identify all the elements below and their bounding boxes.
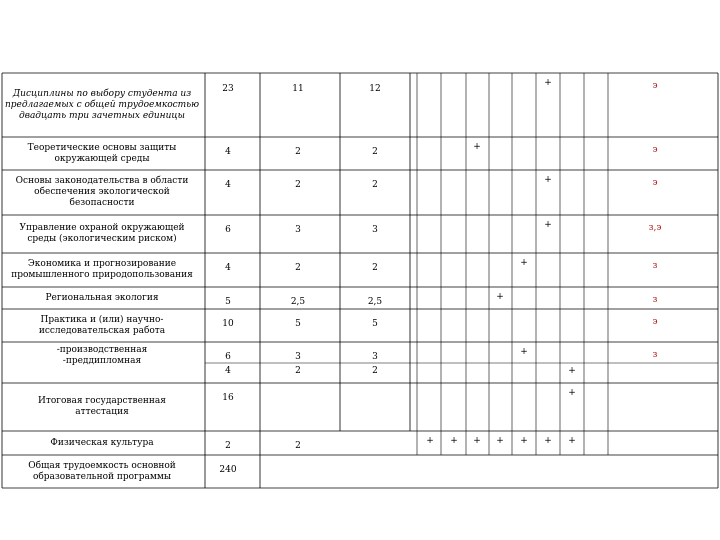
plus-mark: + xyxy=(426,436,434,446)
plus-mark: + xyxy=(473,436,481,446)
value-independent: 2,5 xyxy=(367,297,383,307)
plus-mark: + xyxy=(473,142,481,152)
row-name-line: -преддипломная xyxy=(62,356,142,366)
value-independent: 2 xyxy=(372,263,378,273)
control-form: з xyxy=(652,261,658,271)
control-form: з,э xyxy=(648,223,662,233)
plus-mark: + xyxy=(544,220,552,230)
row-name-line: обеспечения экологической xyxy=(34,187,170,197)
value-total: 4 xyxy=(225,180,231,190)
value-total: 6 xyxy=(225,225,231,235)
value-total: 4 xyxy=(225,263,231,273)
row-name-line: безопасности xyxy=(69,198,135,208)
control-form: э xyxy=(652,178,658,188)
row-name-line: двадцать три зачетных единицы xyxy=(19,110,185,121)
row-name-line: Управление охраной окружающей xyxy=(19,223,185,233)
value-classroom: 2 xyxy=(295,366,301,376)
row-name-line: промышленного природопользования xyxy=(11,270,193,280)
row-name-line: аттестация xyxy=(75,407,129,417)
control-form: э xyxy=(652,317,658,327)
row-name-line: предлагаемых с общей трудоемкостью xyxy=(4,99,200,110)
value-total: 6 xyxy=(225,352,231,362)
row-name-line: -производственная xyxy=(56,345,148,355)
value-independent: 2 xyxy=(372,180,378,190)
plus-mark: + xyxy=(568,388,576,398)
value-total: 4 xyxy=(225,147,231,157)
value-independent: 3 xyxy=(372,225,378,235)
plus-mark: + xyxy=(568,366,576,376)
row-name-line: исследовательская работа xyxy=(38,325,166,336)
control-form: э xyxy=(652,145,658,155)
value-classroom: 5 xyxy=(295,319,301,329)
row-name-line: образовательной программы xyxy=(32,471,172,482)
control-form: з xyxy=(652,350,658,360)
row-name-line: Общая трудоемкость основной xyxy=(28,460,176,471)
value-independent: 2 xyxy=(372,366,378,376)
value-independent: 12 xyxy=(369,84,381,94)
row-name-line: Дисциплины по выбору студента из xyxy=(12,88,192,99)
row-name-line: Основы законодательства в области xyxy=(15,176,189,186)
value-classroom: 2 xyxy=(295,441,301,451)
control-form: э xyxy=(652,81,658,91)
value-classroom: 11 xyxy=(292,84,304,94)
value-total: 4 xyxy=(225,366,231,376)
plus-mark: + xyxy=(544,175,552,185)
value-independent: 5 xyxy=(372,319,378,329)
value-independent: 3 xyxy=(372,352,378,362)
row-name-line: окружающей среды xyxy=(54,153,150,164)
plus-mark: + xyxy=(520,436,528,446)
value-total: 16 xyxy=(222,393,234,403)
plus-mark: + xyxy=(544,78,552,88)
value-classroom: 3 xyxy=(295,225,301,235)
value-independent: 2 xyxy=(372,147,378,157)
value-total: 240 xyxy=(219,465,237,475)
value-total: 10 xyxy=(222,319,234,329)
value-classroom: 2,5 xyxy=(290,297,306,307)
value-total: 2 xyxy=(225,441,231,451)
value-classroom: 2 xyxy=(295,147,301,157)
value-classroom: 2 xyxy=(295,263,301,273)
row-name-line: Физическая культура xyxy=(50,437,154,448)
row-name-line: Итоговая государственная xyxy=(38,396,166,406)
row-name-line: Региональная экология xyxy=(45,292,159,303)
row-name-line: Практика и (или) научно- xyxy=(40,314,164,325)
plus-mark: + xyxy=(496,436,504,446)
value-classroom: 3 xyxy=(295,352,301,362)
plus-mark: + xyxy=(568,436,576,446)
row-name-line: Экономика и прогнозирование xyxy=(27,259,177,269)
plus-mark: + xyxy=(520,347,528,357)
value-total: 5 xyxy=(225,297,231,307)
row-name-line: Теоретические основы защиты xyxy=(27,142,177,153)
control-form: з xyxy=(652,295,658,305)
plus-mark: + xyxy=(520,258,528,268)
plus-mark: + xyxy=(450,436,458,446)
value-total: 23 xyxy=(222,84,234,94)
row-name-line: среды (экологическим риском) xyxy=(27,234,177,244)
value-classroom: 2 xyxy=(295,180,301,190)
plus-mark: + xyxy=(544,436,552,446)
plus-mark: + xyxy=(496,292,504,302)
